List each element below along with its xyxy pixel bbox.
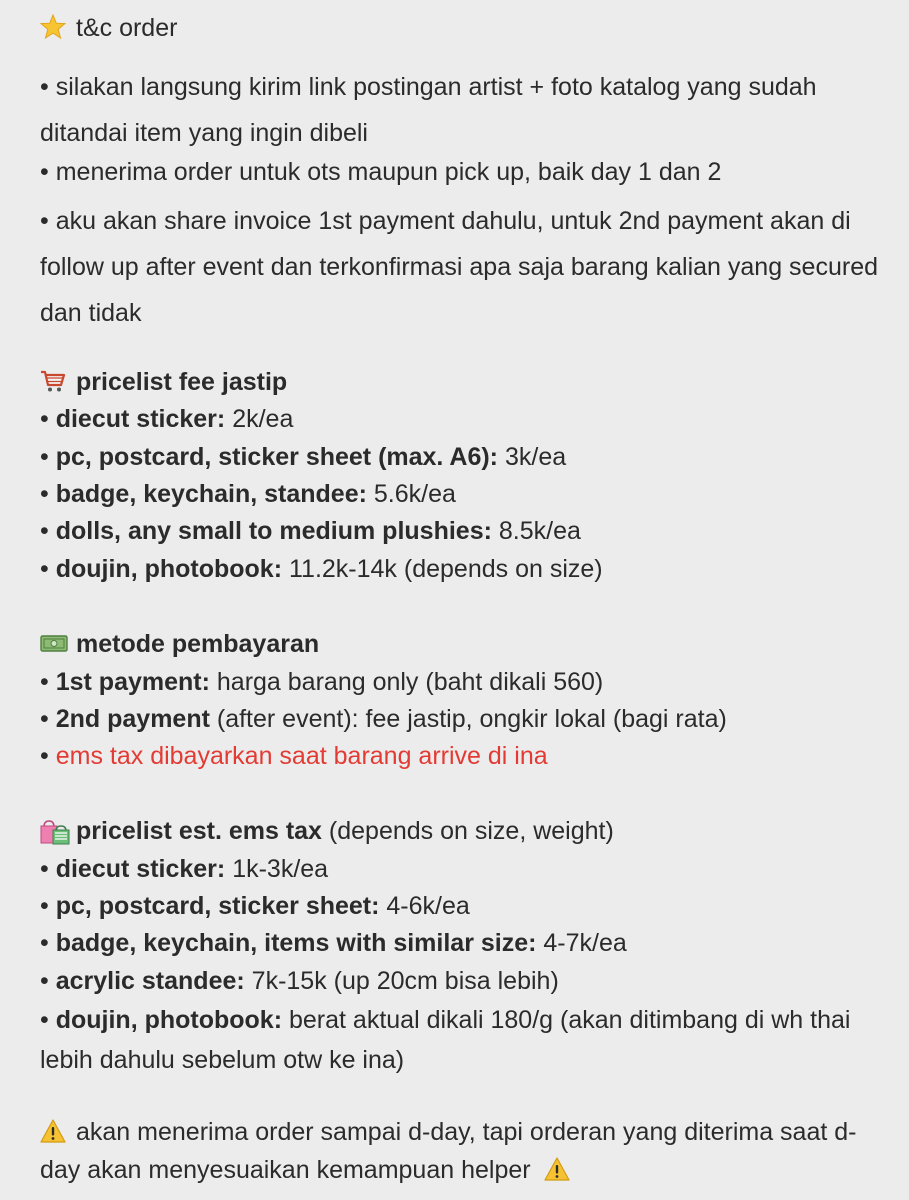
section-title-payment: metode pembayaran bbox=[40, 626, 879, 662]
payment-note: • ems tax dibayarkan saat barang arrive di ina bbox=[40, 742, 548, 770]
star-icon bbox=[40, 14, 66, 40]
fee-item-3: • badge, keychain, standee: 5.6k/ea bbox=[40, 480, 456, 508]
payment-item-1: • 1st payment: harga barang only (baht dikali 560) bbox=[40, 668, 604, 696]
tnc-bullet-2: • menerima order untuk ots maupun pick up, baik day 1 dan 2 bbox=[40, 158, 722, 186]
section-title-ems: pricelist est. ems tax (depends on size, weight) bbox=[40, 813, 879, 849]
warning-note: akan menerima order sampai d-day, tapi orderan yang diterima saat d-day akan menyesuaikan kemampuan helper bbox=[40, 1118, 857, 1184]
fee-item-2: • pc, postcard, sticker sheet (max. A6): 3k/ea bbox=[40, 443, 567, 471]
ems-item-4: • acrylic standee: 7k-15k (up 20cm bisa lebih) bbox=[40, 967, 559, 995]
ems-item-3: • badge, keychain, items with similar size: 4-7k/ea bbox=[40, 929, 627, 957]
ems-item-5: • doujin, photobook: berat aktual dikali 180/g (akan ditimbang di wh thai lebih dahulu sebelum otw ke ina) bbox=[40, 1006, 851, 1074]
payment-item-2: • 2nd payment (after event): fee jastip, ongkir lokal (bagi rata) bbox=[40, 705, 727, 733]
shopping-cart-icon bbox=[40, 368, 66, 394]
fee-item-4: • dolls, any small to medium plushies: 8.5k/ea bbox=[40, 517, 581, 545]
tnc-bullet-3: • aku akan share invoice 1st payment dahulu, untuk 2nd payment akan di follow up after event dan terkonfirmasi apa saja barang kalian yang secured dan tidak bbox=[40, 207, 879, 327]
ems-item-1: • diecut sticker: 1k-3k/ea bbox=[40, 855, 329, 883]
section-title-tnc: t&c order bbox=[40, 10, 879, 46]
fee-item-1: • diecut sticker: 2k/ea bbox=[40, 405, 294, 433]
fee-item-5: • doujin, photobook: 11.2k-14k (depends on size) bbox=[40, 555, 603, 583]
ems-item-2: • pc, postcard, sticker sheet: 4-6k/ea bbox=[40, 892, 470, 920]
warning-icon bbox=[40, 1118, 66, 1144]
warning-icon bbox=[544, 1156, 570, 1182]
tnc-bullet-1: • silakan langsung kirim link postingan artist + foto katalog yang sudah ditandai item yang ingin dibeli bbox=[40, 73, 817, 147]
banknote-icon bbox=[40, 630, 66, 656]
section-title-fee: pricelist fee jastip bbox=[40, 364, 879, 400]
shopping-bags-icon bbox=[40, 817, 66, 843]
